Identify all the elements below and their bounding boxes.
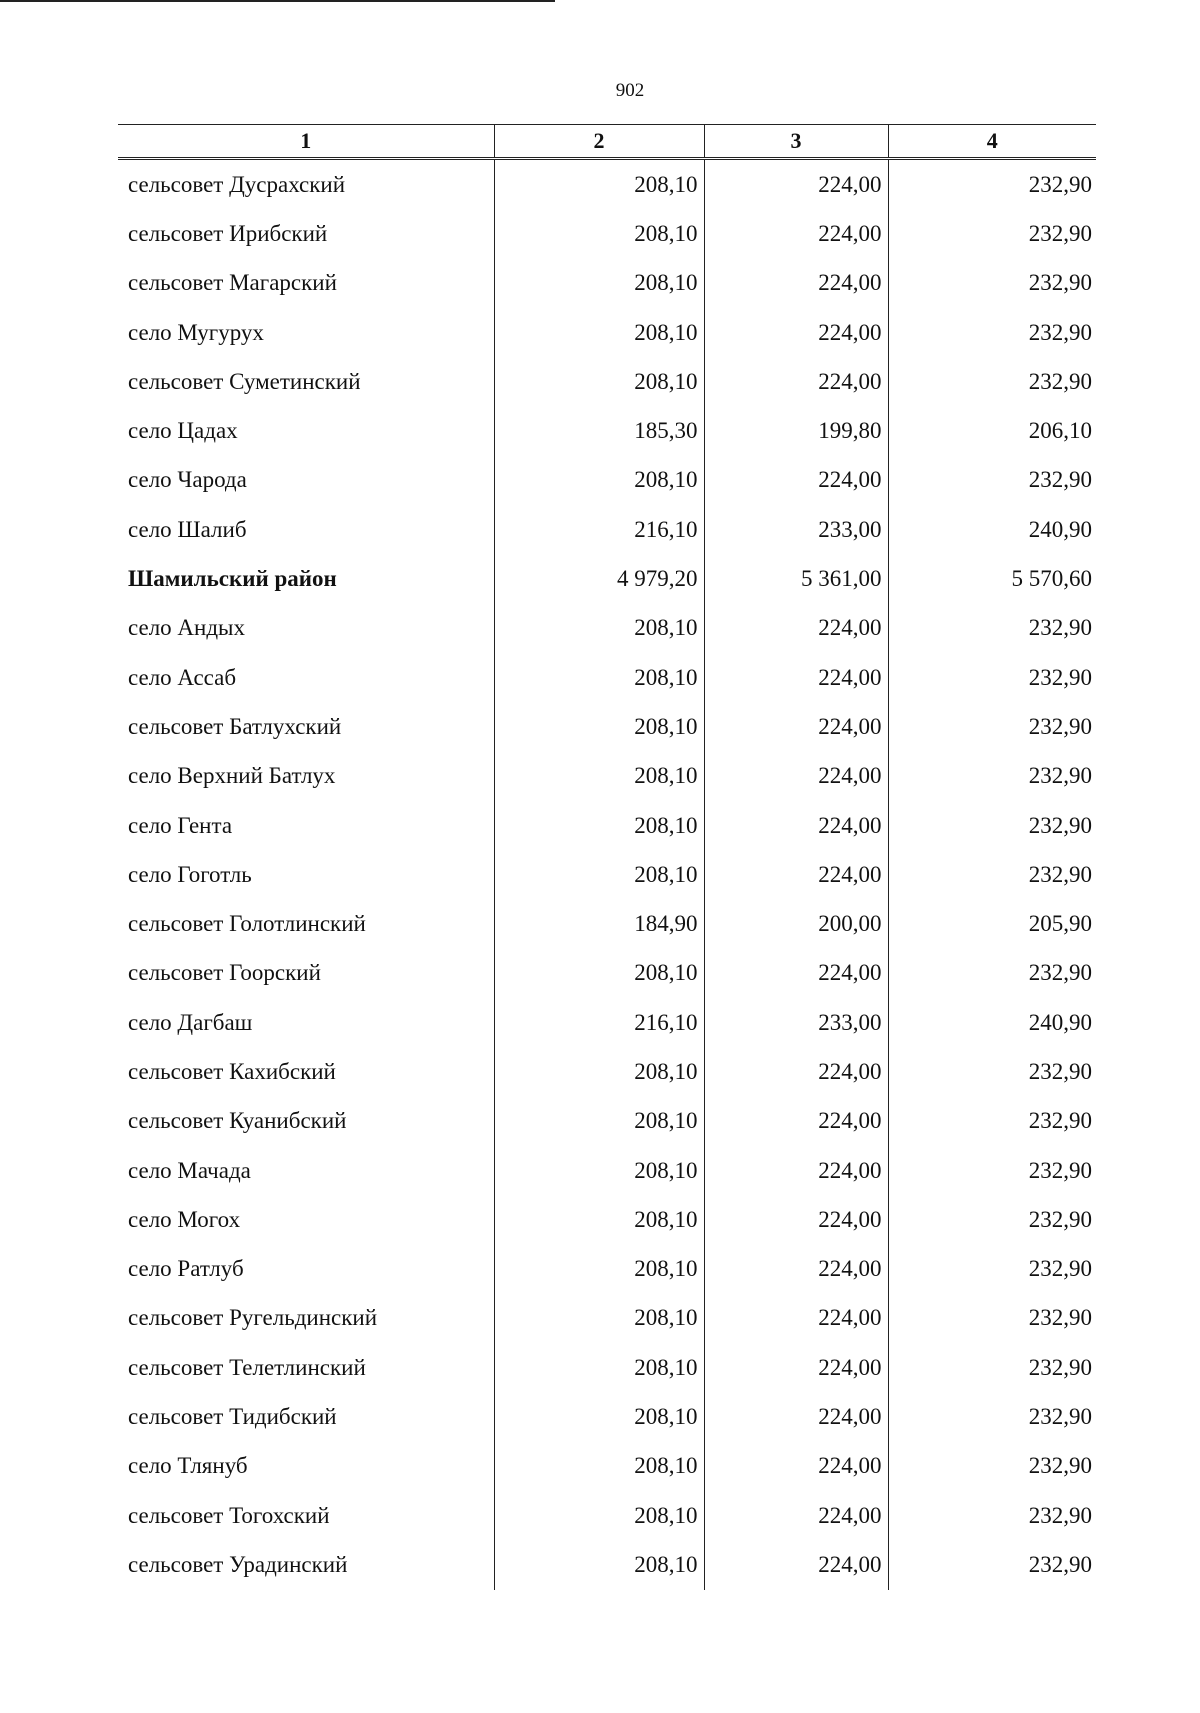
row-name-cell: сельсовет Тогохский (128, 1502, 330, 1528)
table-row (118, 1442, 1096, 1491)
row-value-col2: 216,10 (494, 505, 704, 554)
row-value-col2: 208,10 (494, 1343, 704, 1392)
row-name-cell: сельсовет Магарский (128, 270, 337, 296)
row-name-cell: сельсовет Урадинский (128, 1551, 348, 1577)
row-name-cell: село Дагбаш (128, 1009, 253, 1035)
row-value-col2: 208,10 (494, 308, 704, 357)
row-value-col2: 208,10 (494, 604, 704, 653)
row-value-col2: 208,10 (494, 1392, 704, 1441)
row-name-cell: село Андых (128, 615, 245, 641)
row-value-col4: 232,90 (888, 850, 1096, 899)
table-row (118, 1491, 1096, 1540)
row-value-col4: 232,90 (888, 604, 1096, 653)
row-name-cell: Шамильский район (128, 566, 337, 592)
table-row (118, 259, 1096, 308)
row-value-col2: 4 979,20 (494, 554, 704, 603)
table-row (118, 752, 1096, 801)
row-value-col3: 224,00 (704, 259, 888, 308)
table-row (118, 1245, 1096, 1294)
row-value-col3: 224,00 (704, 1442, 888, 1491)
row-value-col2: 208,10 (494, 949, 704, 998)
row-value-col2: 208,10 (494, 1491, 704, 1540)
row-value-col4: 232,90 (888, 308, 1096, 357)
row-value-col3: 224,00 (704, 702, 888, 751)
row-name-cell: село Мачада (128, 1157, 251, 1183)
table-row (118, 653, 1096, 702)
row-name-cell: сельсовет Гоорский (128, 960, 321, 986)
row-value-col4: 232,90 (888, 653, 1096, 702)
row-value-col3: 224,00 (704, 604, 888, 653)
row-value-col4: 232,90 (888, 1442, 1096, 1491)
row-value-col4: 232,90 (888, 1245, 1096, 1294)
row-value-col2: 216,10 (494, 998, 704, 1047)
data-table (118, 124, 1096, 1590)
row-value-col3: 5 361,00 (704, 554, 888, 603)
table-row (118, 604, 1096, 653)
column-header-2: 2 (494, 125, 704, 159)
row-name-cell: сельсовет Ирибский (128, 220, 328, 246)
row-value-col2: 208,10 (494, 159, 704, 210)
row-value-col3: 224,00 (704, 1343, 888, 1392)
row-value-col3: 224,00 (704, 653, 888, 702)
table-row (118, 1146, 1096, 1195)
column-header-4: 4 (888, 125, 1096, 159)
row-name-cell: село Чарода (128, 467, 247, 493)
row-name-cell: село Тлянуб (128, 1453, 248, 1479)
column-header-1: 1 (118, 125, 494, 159)
row-value-col4: 232,90 (888, 259, 1096, 308)
table-row (118, 1047, 1096, 1096)
row-value-col3: 224,00 (704, 1047, 888, 1096)
row-name-cell: сельсовет Дусрахский (128, 171, 346, 197)
row-value-col3: 224,00 (704, 850, 888, 899)
row-value-col3: 224,00 (704, 308, 888, 357)
row-value-col4: 232,90 (888, 1491, 1096, 1540)
row-value-col4: 205,90 (888, 899, 1096, 948)
row-value-col2: 208,10 (494, 1195, 704, 1244)
table-row (118, 1294, 1096, 1343)
row-name-cell: село Гента (128, 812, 233, 838)
column-header-3: 3 (704, 125, 888, 159)
row-name-cell: сельсовет Куанибский (128, 1108, 347, 1134)
row-value-col3: 224,00 (704, 1245, 888, 1294)
row-value-col3: 233,00 (704, 505, 888, 554)
row-value-col4: 5 570,60 (888, 554, 1096, 603)
page-number: 902 (615, 80, 645, 101)
row-value-col3: 224,00 (704, 1294, 888, 1343)
table-row (118, 702, 1096, 751)
table-row (118, 209, 1096, 258)
row-name-cell: сельсовет Ругельдинский (128, 1305, 378, 1331)
table-row (118, 801, 1096, 850)
row-name-cell: сельсовет Телетлинский (128, 1354, 366, 1380)
table-row (118, 159, 1096, 210)
table-row (118, 406, 1096, 455)
row-value-col4: 232,90 (888, 357, 1096, 406)
table-row (118, 1097, 1096, 1146)
row-value-col3: 224,00 (704, 1097, 888, 1146)
row-value-col3: 199,80 (704, 406, 888, 455)
row-value-col3: 224,00 (704, 801, 888, 850)
row-value-col4: 232,90 (888, 801, 1096, 850)
row-name-cell: село Могох (128, 1206, 241, 1232)
row-value-col2: 184,90 (494, 899, 704, 948)
row-value-col3: 224,00 (704, 1392, 888, 1441)
table-row (118, 1343, 1096, 1392)
row-value-col2: 185,30 (494, 406, 704, 455)
table-row (118, 1392, 1096, 1441)
row-value-col2: 208,10 (494, 357, 704, 406)
row-value-col3: 224,00 (704, 1540, 888, 1589)
table-row (118, 357, 1096, 406)
row-value-col4: 232,90 (888, 1294, 1096, 1343)
row-value-col2: 208,10 (494, 209, 704, 258)
row-value-col4: 232,90 (888, 1392, 1096, 1441)
row-value-col4: 240,90 (888, 998, 1096, 1047)
row-value-col2: 208,10 (494, 1442, 704, 1491)
row-value-col2: 208,10 (494, 752, 704, 801)
row-value-col2: 208,10 (494, 1245, 704, 1294)
row-value-col3: 233,00 (704, 998, 888, 1047)
row-value-col3: 200,00 (704, 899, 888, 948)
row-value-col2: 208,10 (494, 702, 704, 751)
row-value-col2: 208,10 (494, 1540, 704, 1589)
row-name-cell: сельсовет Суметинский (128, 368, 361, 394)
row-name-cell: село Мугурух (128, 319, 264, 345)
row-value-col2: 208,10 (494, 1047, 704, 1096)
row-value-col4: 206,10 (888, 406, 1096, 455)
table-row (118, 850, 1096, 899)
row-value-col2: 208,10 (494, 653, 704, 702)
row-name-cell: село Верхний Батлух (128, 763, 336, 789)
row-name-cell: сельсовет Батлухский (128, 713, 342, 739)
row-value-col2: 208,10 (494, 1146, 704, 1195)
row-value-col3: 224,00 (704, 1146, 888, 1195)
row-value-col4: 232,90 (888, 1540, 1096, 1589)
row-value-col2: 208,10 (494, 801, 704, 850)
row-value-col4: 232,90 (888, 1047, 1096, 1096)
row-value-col4: 232,90 (888, 1146, 1096, 1195)
row-value-col4: 232,90 (888, 1343, 1096, 1392)
row-value-col3: 224,00 (704, 159, 888, 210)
row-value-col3: 224,00 (704, 1195, 888, 1244)
row-value-col4: 232,90 (888, 209, 1096, 258)
row-value-col2: 208,10 (494, 259, 704, 308)
row-value-col2: 208,10 (494, 456, 704, 505)
row-value-col2: 208,10 (494, 1097, 704, 1146)
row-value-col4: 232,90 (888, 456, 1096, 505)
row-value-col3: 224,00 (704, 357, 888, 406)
table-row (118, 505, 1096, 554)
row-name-cell: сельсовет Кахибский (128, 1058, 336, 1084)
row-name-cell: село Гоготль (128, 861, 252, 887)
top-rule (0, 0, 555, 2)
row-name-cell: село Шалиб (128, 516, 247, 542)
row-value-col4: 240,90 (888, 505, 1096, 554)
table-row (118, 308, 1096, 357)
row-value-col3: 224,00 (704, 752, 888, 801)
table-body (118, 159, 1096, 1590)
table-row (118, 1195, 1096, 1244)
row-name-cell: сельсовет Тидибский (128, 1404, 337, 1430)
table-row (118, 998, 1096, 1047)
row-value-col4: 232,90 (888, 159, 1096, 210)
row-name-cell: сельсовет Голотлинский (128, 911, 366, 937)
row-value-col4: 232,90 (888, 1097, 1096, 1146)
table-row (118, 899, 1096, 948)
row-value-col2: 208,10 (494, 1294, 704, 1343)
row-value-col3: 224,00 (704, 456, 888, 505)
table-header-row (118, 125, 1096, 159)
row-value-col3: 224,00 (704, 209, 888, 258)
row-value-col3: 224,00 (704, 949, 888, 998)
row-value-col4: 232,90 (888, 702, 1096, 751)
row-name-cell: село Цадах (128, 418, 238, 444)
row-value-col4: 232,90 (888, 1195, 1096, 1244)
table-row (118, 1540, 1096, 1589)
table-row (118, 949, 1096, 998)
table-row (118, 554, 1096, 603)
table-row (118, 456, 1096, 505)
row-name-cell: село Ратлуб (128, 1256, 244, 1282)
row-value-col4: 232,90 (888, 752, 1096, 801)
row-value-col4: 232,90 (888, 949, 1096, 998)
row-value-col2: 208,10 (494, 850, 704, 899)
row-name-cell: село Ассаб (128, 664, 237, 690)
row-value-col3: 224,00 (704, 1491, 888, 1540)
